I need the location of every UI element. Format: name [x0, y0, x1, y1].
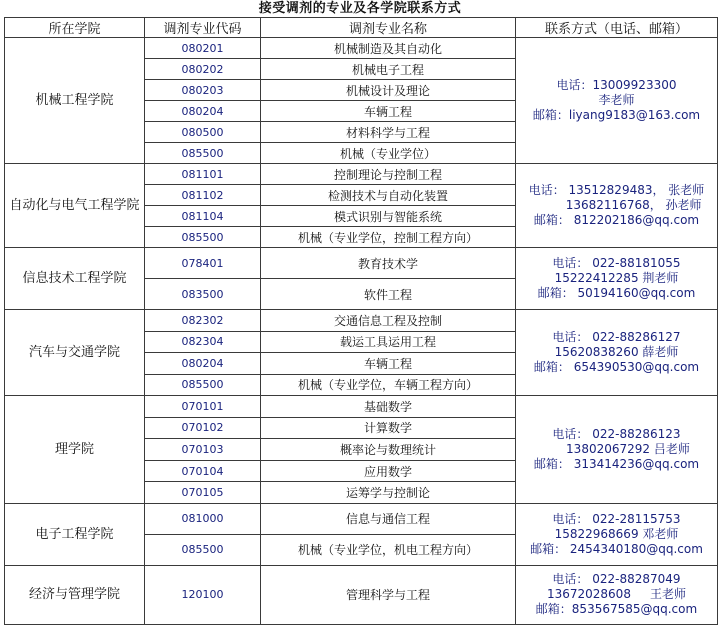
table-row	[5, 396, 718, 418]
major-code: 081104	[145, 206, 261, 227]
contact-line: 邮箱： 812202186@qq.com	[533, 213, 700, 227]
major-code: 080204	[145, 353, 261, 375]
contact-info	[516, 503, 718, 565]
contact-line: 邮箱： 654390530@qq.com	[533, 360, 700, 374]
major-name: 机械（专业学位，机电工程方向）	[261, 534, 516, 565]
contact-line: 15620838260 薛老师	[554, 345, 679, 359]
contact-line: 邮箱： 313414236@qq.com	[533, 456, 700, 471]
table-row	[5, 503, 718, 534]
contact-info	[516, 565, 718, 624]
major-code: 070105	[145, 482, 261, 504]
major-code: 081102	[145, 185, 261, 206]
major-code: 080201	[145, 38, 261, 59]
contact-line: 邮箱：853567585@qq.com	[535, 602, 698, 617]
major-name: 机械（专业学位，控制工程方向）	[261, 227, 516, 248]
contact-line: 邮箱： 2454340180@qq.com	[530, 541, 703, 556]
major-name: 交通信息工程及控制	[261, 310, 516, 332]
major-name: 材料科学与工程	[261, 122, 516, 143]
contact-info	[516, 248, 718, 310]
contact-line: 电话： 022-88286123	[552, 426, 681, 441]
contact-table	[4, 17, 718, 625]
contact-info	[516, 310, 718, 396]
table-row	[5, 310, 718, 332]
major-code: 080203	[145, 80, 261, 101]
major-code: 082304	[145, 331, 261, 353]
header-major-name: 调剂专业名称	[261, 18, 516, 38]
major-name: 机械（专业学位，车辆工程方向）	[261, 374, 516, 396]
major-name: 载运工具运用工程	[261, 331, 516, 353]
college-name: 机械工程学院	[5, 38, 145, 164]
major-name: 概率论与数理统计	[261, 439, 516, 461]
college-name: 经济与管理学院	[5, 565, 145, 624]
major-code: 078401	[145, 248, 261, 279]
contact-line: 邮箱：liyang9183@163.com	[532, 108, 701, 122]
contact-info	[516, 38, 718, 164]
major-name: 检测技术与自动化装置	[261, 185, 516, 206]
contact-line: 电话：13009923300	[556, 78, 677, 92]
contact-line: 13672028608 王老师	[546, 587, 687, 602]
contact-info	[516, 396, 718, 504]
major-code: 083500	[145, 279, 261, 310]
header-contact: 联系方式（电话、邮箱）	[516, 18, 718, 38]
college-name: 汽车与交通学院	[5, 310, 145, 396]
major-name: 机械设计及理论	[261, 80, 516, 101]
college-name: 自动化与电气工程学院	[5, 164, 145, 248]
contact-line: 电话： 022-88181055	[552, 256, 681, 270]
major-code: 085500	[145, 374, 261, 396]
table-row	[5, 38, 718, 59]
table-body	[5, 38, 718, 625]
contact-line: 李老师	[598, 93, 635, 107]
contact-line: 13682116768， 孙老师	[531, 198, 702, 212]
major-code: 070102	[145, 417, 261, 439]
major-code: 082302	[145, 310, 261, 332]
major-name: 教育技术学	[261, 248, 516, 279]
major-name: 模式识别与智能系统	[261, 206, 516, 227]
contact-line: 电话： 022-88286127	[552, 330, 681, 344]
major-code: 081101	[145, 164, 261, 185]
major-name: 基础数学	[261, 396, 516, 418]
major-code: 120100	[145, 565, 261, 624]
major-code: 080500	[145, 122, 261, 143]
major-name: 软件工程	[261, 279, 516, 310]
major-code: 085500	[145, 534, 261, 565]
major-code: 085500	[145, 143, 261, 164]
table-row	[5, 248, 718, 279]
page-title: 接受调剂的专业及各学院联系方式	[258, 1, 462, 16]
table-row	[5, 164, 718, 185]
major-code: 080204	[145, 101, 261, 122]
header-college: 所在学院	[5, 18, 145, 38]
table-row	[5, 565, 718, 624]
major-code: 080202	[145, 59, 261, 80]
major-name: 管理科学与工程	[261, 565, 516, 624]
major-name: 计算数学	[261, 417, 516, 439]
major-name: 车辆工程	[261, 353, 516, 375]
major-name: 应用数学	[261, 460, 516, 482]
major-code: 070104	[145, 460, 261, 482]
major-code: 081000	[145, 503, 261, 534]
contact-line: 15222412285 荆老师	[554, 271, 679, 285]
contact-line: 电话： 13512829483， 张老师	[528, 183, 705, 197]
major-name: 信息与通信工程	[261, 503, 516, 534]
contact-line: 电话： 022-28115753	[552, 511, 681, 526]
contact-line: 电话： 022-88287049	[552, 572, 681, 587]
major-name: 机械（专业学位）	[261, 143, 516, 164]
college-name: 理学院	[5, 396, 145, 504]
table-header-row	[5, 18, 718, 38]
college-name: 信息技术工程学院	[5, 248, 145, 310]
major-name: 控制理论与控制工程	[261, 164, 516, 185]
major-code: 070103	[145, 439, 261, 461]
major-name: 车辆工程	[261, 101, 516, 122]
contact-line: 15822968669 邓老师	[554, 526, 679, 541]
major-name: 机械电子工程	[261, 59, 516, 80]
major-code: 070101	[145, 396, 261, 418]
major-name: 机械制造及其自动化	[261, 38, 516, 59]
major-name: 运筹学与控制论	[261, 482, 516, 504]
contact-info	[516, 164, 718, 248]
contact-line: 13802067292 吕老师	[543, 441, 690, 456]
college-name: 电子工程学院	[5, 503, 145, 565]
contact-line: 邮箱： 50194160@qq.com	[537, 286, 696, 300]
header-major-code: 调剂专业代码	[145, 18, 261, 38]
major-code: 085500	[145, 227, 261, 248]
